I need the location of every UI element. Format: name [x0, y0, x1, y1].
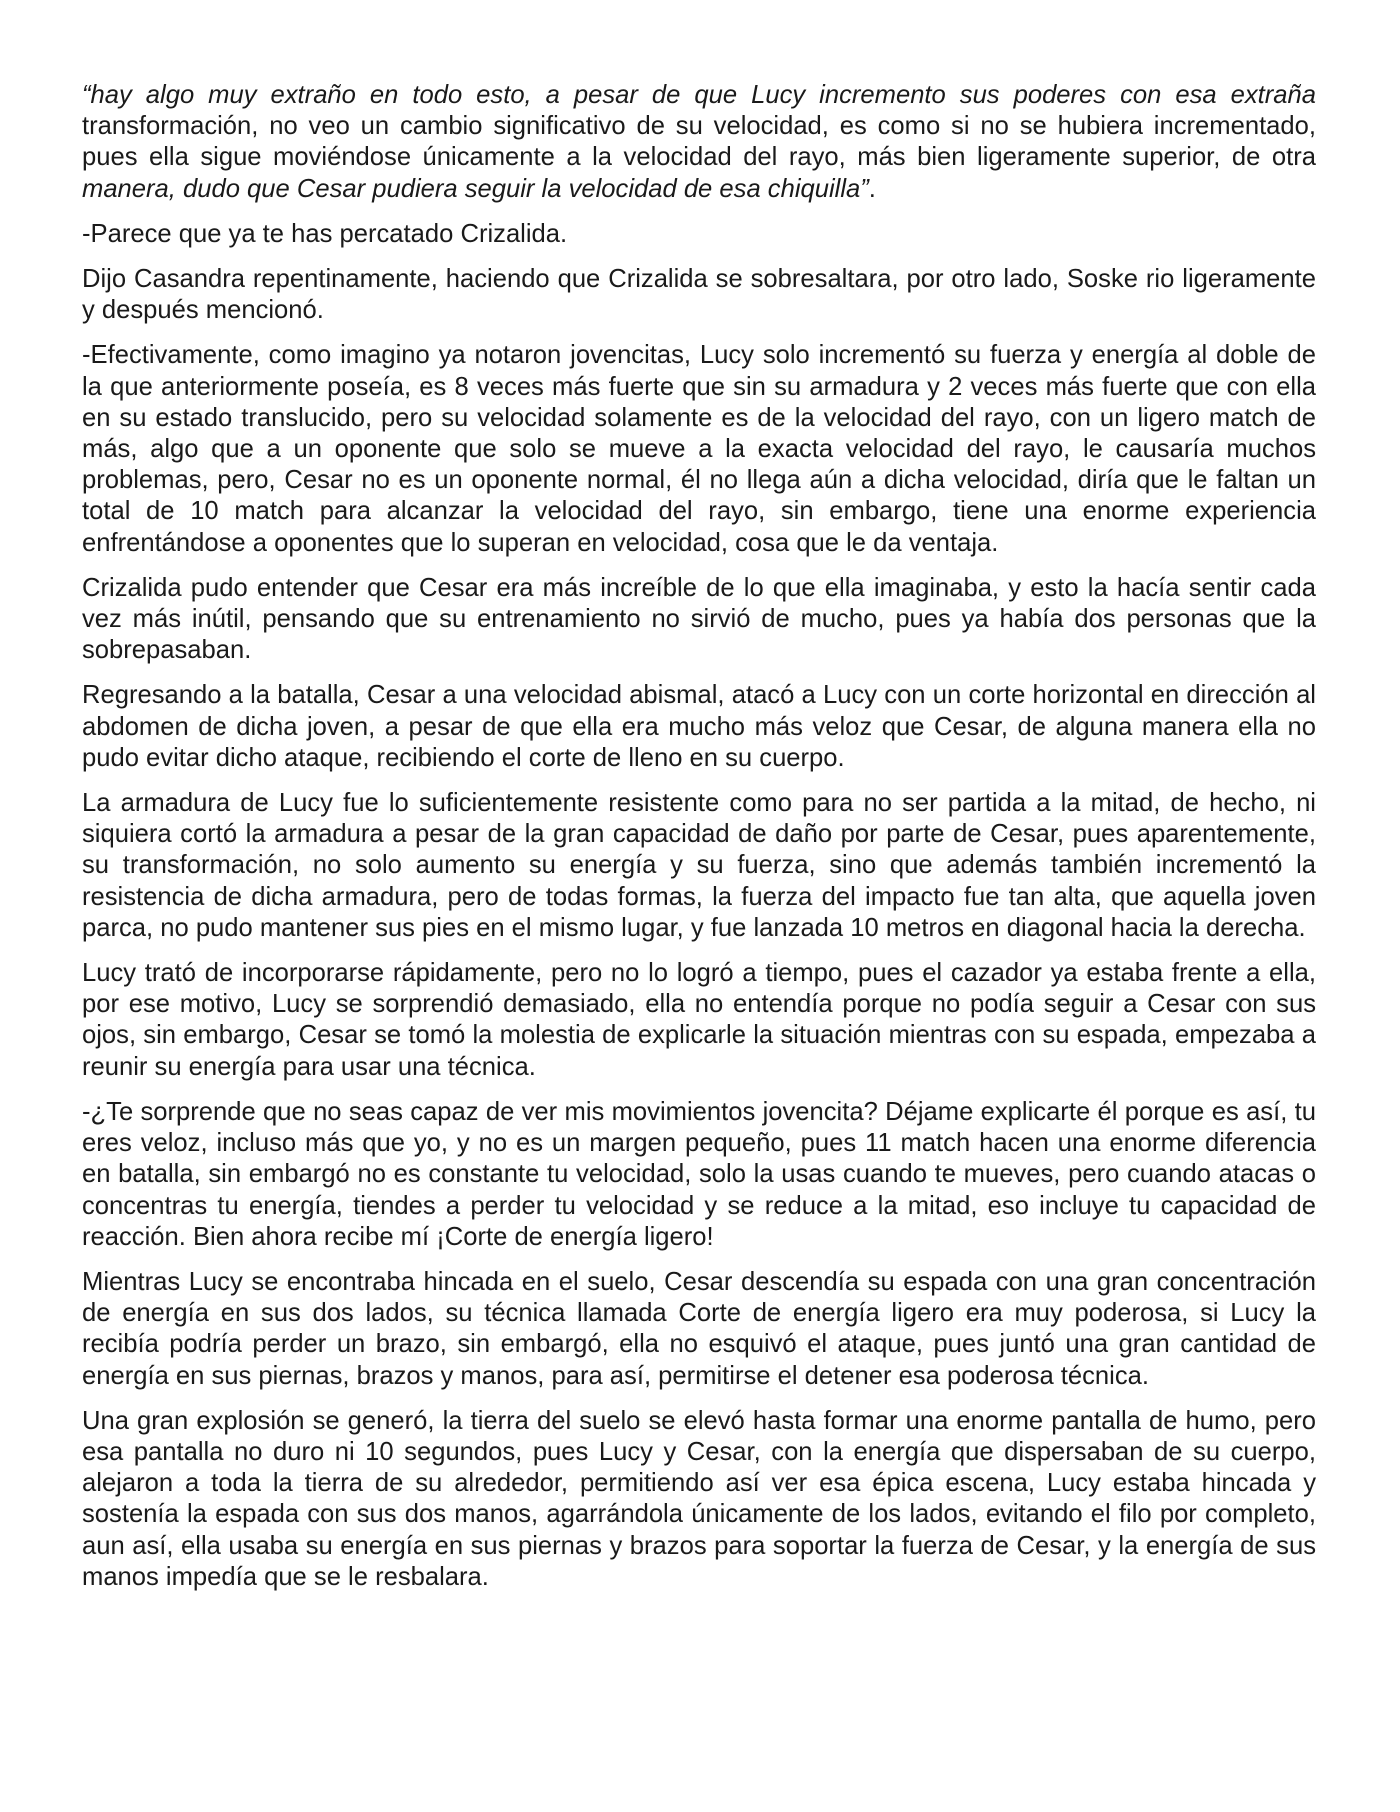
italic-text: manera, dudo que Cesar pudiera seguir la velocidad de esa chiquilla” — [82, 174, 869, 203]
paragraph: Regresando a la batalla, Cesar a una velocidad abismal, atacó a Lucy con un corte horizontal en dirección al abdomen de dicha joven, a pesar de que ella era mucho más veloz que Cesar, de alguna manera ella no pudo evitar dicho ataque, recibiendo el corte de lleno en su cuerpo. — [82, 681, 1316, 772]
paragraph: -Parece que ya te has percatado Crizalida. — [82, 219, 568, 248]
paragraph: Una gran explosión se generó, la tierra del suelo se elevó hasta formar una enorme pantalla de humo, pero esa pantalla no duro ni 10 segundos, pues Lucy y Cesar, con la energía que dispersaban de su cuerpo, alejaron a toda la tierra de su alrededor, permitiendo así ver esa épica escena, Lucy estaba hincada y sostenía la espada con sus dos manos, agarrándola únicamente de los lados, evitando el filo por completo, aun así, ella usaba su energía en sus piernas y brazos para soportar la fuerza de Cesar, y la energía de sus manos impedía que se le resbalara. — [82, 1406, 1316, 1591]
document-page — [82, 80, 1316, 1607]
paragraph-thoughts — [82, 80, 1316, 205]
paragraph: Mientras Lucy se encontraba hincada en el suelo, Cesar descendía su espada con una gran concentración de energía en sus dos lados, su técnica llamada Corte de energía ligero era muy poderosa, si Lucy la recibía podría perder un brazo, sin embargó, ella no esquivó el ataque, pues juntó una gran cantidad de energía en sus piernas, brazos y manos, para así, permitirse el detener esa poderosa técnica. — [82, 1267, 1316, 1390]
italic-text: “hay algo muy extraño en todo esto, a pesar de que Lucy incremento sus poderes con esa extraña — [82, 81, 1316, 109]
regular-text: transformación, no veo un cambio significativo de su velocidad, es como si no se hubiera incrementado, pues ella sigue moviéndose únicamente a la velocidad del rayo, más bien ligeramente superior, de otra — [82, 112, 1316, 172]
paragraph: Dijo Casandra repentinamente, haciendo que Crizalida se sobresaltara, por otro lado, Soske rio ligeramente y después mencionó. — [82, 265, 1316, 325]
paragraph: -Efectivamente, como imagino ya notaron jovencitas, Lucy solo incrementó su fuerza y energía al doble de la que anteriormente poseía, es 8 veces más fuerte que sin su armadura y 2 veces más fuerte que con ella en su estado translucido, pero su velocidad solamente es de la velocidad del rayo, con un ligero match de más, algo que a un oponente que solo se mueve a la exacta velocidad del rayo, le causaría muchos problemas, pero, Cesar no es un oponente normal, él no llega aún a dicha velocidad, diría que le faltan un total de 10 match para alcanzar la velocidad del rayo, sin embargo, tiene una enorme experiencia enfrentándose a oponentes que lo superan en velocidad, cosa que le da ventaja. — [82, 341, 1316, 557]
paragraph: -¿Te sorprende que no seas capaz de ver mis movimientos jovencita? Déjame explicarte él porque es así, tu eres veloz, incluso más que yo, y no es un margen pequeño, pues 11 match hacen una enorme diferencia en batalla, sin embargó no es constante tu velocidad, solo la usas cuando te mueves, pero cuando atacas o concentras tu energía, tiendes a perder tu velocidad y se reduce a la mitad, eso incluye tu capacidad de reacción. Bien ahora recibe mí ¡Corte de energía ligero! — [82, 1097, 1316, 1251]
regular-text: . — [868, 174, 876, 203]
paragraph: Crizalida pudo entender que Cesar era más increíble de lo que ella imaginaba, y esto la hacía sentir cada vez más inútil, pensando que su entrenamiento no sirvió de mucho, pues ya había dos personas que la sobrepasaban. — [82, 573, 1316, 665]
paragraph: Lucy trató de incorporarse rápidamente, pero no lo logró a tiempo, pues el cazador ya estaba frente a ella, por ese motivo, Lucy se sorprendió demasiado, ella no entendía porque no podía seguir a Cesar con sus ojos, sin embargo, Cesar se tomó la molestia de explicarle la situación mientras con su espada, empezaba a reunir su energía para usar una técnica. — [82, 959, 1316, 1081]
paragraph: La armadura de Lucy fue lo suficientemente resistente como para no ser partida a la mitad, de hecho, ni siquiera cortó la armadura a pesar de la gran capacidad de daño por parte de Cesar, pues aparentemente, su transformación, no solo aumento su energía y su fuerza, sino que además también incrementó la resistencia de dicha armadura, pero de todas formas, la fuerza del impacto fue tan alta, que aquella joven parca, no pudo mantener sus pies en el mismo lugar, y fue lanzada 10 metros en diagonal hacia la derecha. — [82, 789, 1316, 942]
